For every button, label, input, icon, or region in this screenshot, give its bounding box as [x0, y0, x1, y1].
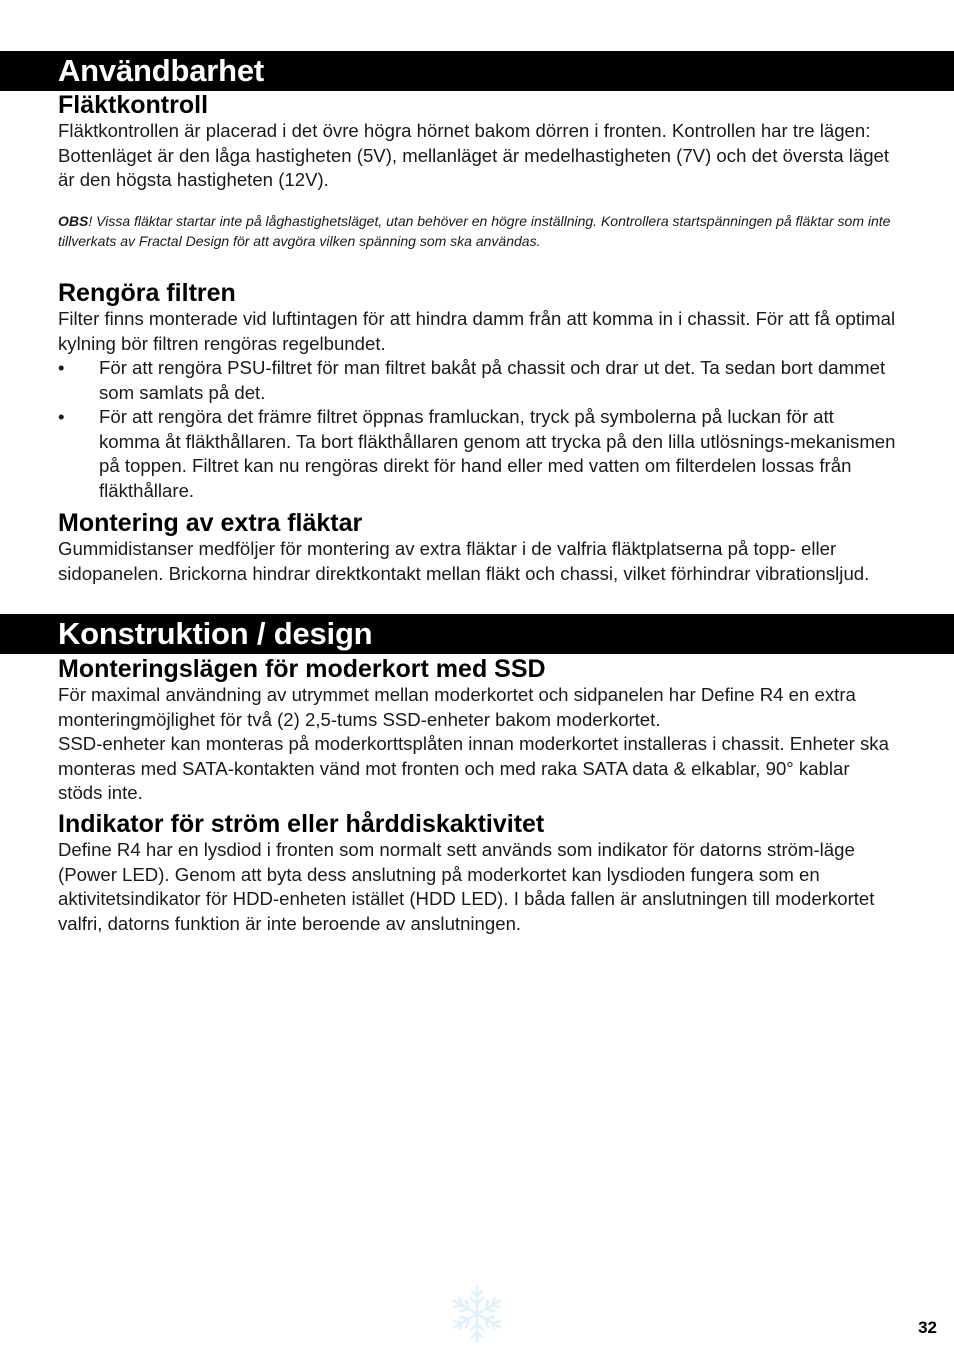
- clean-filters-heading: Rengöra filtren: [58, 279, 236, 307]
- snowflake-icon: [447, 1284, 507, 1344]
- extra-fans-heading: Montering av extra fläktar: [58, 509, 363, 537]
- note-text: ! Vissa fläktar startar inte på låghastighetsläget, utan behöver en högre inställning. Kontrollera startspänningen på fläktar som inte tillverkats av Fractal Design för att avgöra vilken spänning som ska användas.: [58, 212, 891, 249]
- indicator-section: [58, 810, 898, 936]
- list-item: [58, 356, 898, 405]
- extra-fans-text: Gummidistanser medföljer för montering av extra fläktar i de valfria fläktplatserna på topp- eller sidopanelen. Brickorna hindrar direktkontakt mellan fläkt och chassi, vilket förhindrar vibrationsljud.: [58, 538, 870, 584]
- ssd-mount-text-1: För maximal användning av utrymmet mellan moderkortet och sidpanelen har Define R4 en extra monteringmöjlighet för två (2) 2,5-tums SSD-enheter bakom moderkortet.: [58, 684, 856, 730]
- list-item: [58, 405, 898, 503]
- extra-fans-section: [58, 509, 898, 586]
- page-number: 32: [918, 1318, 937, 1337]
- section-header-construction: [0, 614, 954, 654]
- clean-filters-text: Filter finns monterade vid luftintagen för att hindra damm från att komma in i chassit. För att få optimal kylning bör filtren rengöras regelbundet.: [58, 308, 896, 354]
- section-title: Konstruktion / design: [58, 616, 373, 651]
- fan-control-heading: Fläktkontroll: [58, 91, 209, 119]
- section-header-usability: [0, 51, 954, 91]
- ssd-mount-heading: Monteringslägen för moderkort med SSD: [58, 655, 546, 683]
- list-item-text: För att rengöra det främre filtret öppnas framluckan, tryck på symbolerna på luckan för att komma åt fläkthållaren. Ta bort fläkthållaren genom att trycka på den lilla utlösnings-mekanismen på toppen. Filtret kan nu rengöras direkt för hand eller med vatten om filterdelen lossas från fläkthållare.: [99, 406, 896, 501]
- ssd-mount-text-2: SSD-enheter kan monteras på moderkorttsplåten innan moderkortet installeras i chassit. Enheter ska monteras med SATA-kontakten vänd mot fronten och med raka SATA data & elkablar, 90° kablar stöds inte.: [58, 733, 889, 803]
- section-title: Användbarhet: [58, 53, 265, 88]
- ssd-mount-section: [58, 655, 898, 806]
- indicator-heading: Indikator för ström eller hårddiskaktivitet: [58, 810, 545, 838]
- clean-filters-list: [58, 356, 898, 503]
- fan-control-text: Fläktkontrollen är placerad i det övre högra hörnet bakom dörren i fronten. Kontrollen har tre lägen: Bottenläget är den låga hastigheten (5V), mellanläget är medelhastigheten (7V) och det översta läget är den högsta hastigheten (12V).: [58, 120, 890, 190]
- list-item-text: För att rengöra PSU-filtret för man filtret bakåt på chassit och drar ut det. Ta sedan bort dammet som samlats på det.: [99, 357, 886, 403]
- indicator-text: Define R4 har en lysdiod i fronten som normalt sett används som indikator för datorns ström-läge (Power LED). Genom att byta dess anslutning på moderkortet kan lysdioden fungera som en aktivitetsindikator för HDD-enheten istället (HDD LED). I båda fallen är anslutningen till moderkortet valfri, datorns funktion är inte beroende av anslutningen.: [58, 839, 875, 934]
- bullet-glyph: •: [58, 357, 65, 378]
- bullet-glyph: •: [58, 406, 65, 427]
- fan-control-note: [58, 211, 898, 251]
- note-label: OBS: [58, 212, 89, 229]
- fan-control-section: [58, 91, 898, 251]
- clean-filters-section: [58, 279, 898, 503]
